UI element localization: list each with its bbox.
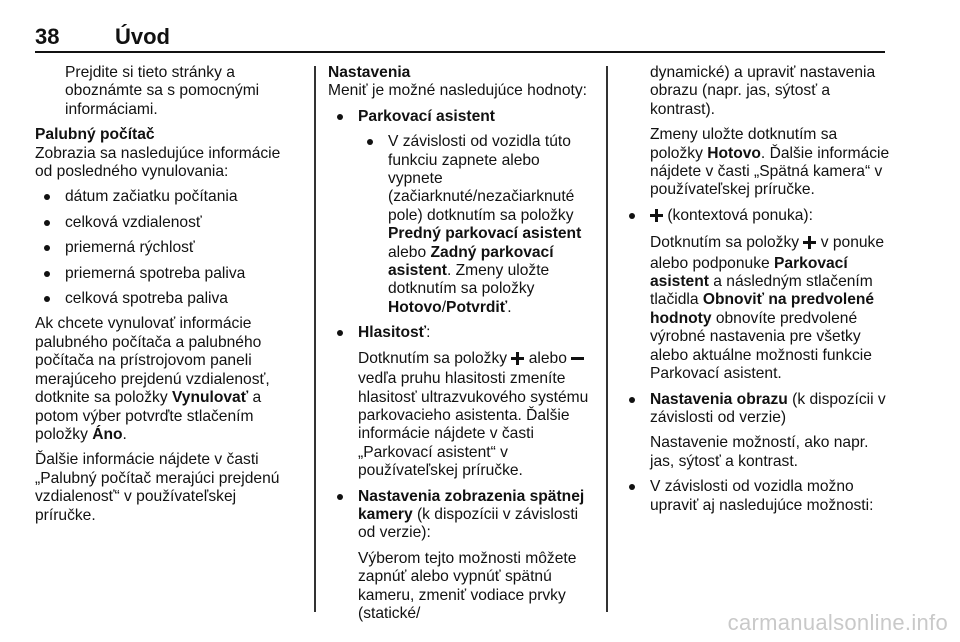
reset-term: Vynulovať <box>171 389 249 407</box>
section-heading-settings: Nastavenia <box>328 64 411 81</box>
camera-save-text: Zmeny uložte dotknutím sa položky Hotovo. Ďalšie informácie nájdete v časti „Spätná kamera“ v používateľskej príručke. <box>650 126 890 199</box>
chapter-title: Úvod <box>115 24 170 49</box>
image-settings-text: Nastavenie možností, ako napr. jas, sýtosť a kontrast. <box>650 434 869 470</box>
reset-text: Ak chcete vynulovať informácie palubného počítača a palubného počítača na prístrojovom paneli merajúceho prejdenú vzdialenosť, dotknite sa položky Vynulovať a potom výber potvrďte stlačením položky Áno. <box>35 315 270 443</box>
plus-icon <box>650 209 663 227</box>
column-divider-1 <box>314 66 316 612</box>
intro-text: Prejdite si tieto stránky a oboznámte sa s pomocnými informáciami. <box>65 64 260 118</box>
camera-text-cont: dynamické) a upraviť nastavenia obrazu (napr. jas, sýtosť a kontrast). <box>650 64 876 118</box>
column-1 <box>35 64 297 532</box>
context-menu-text: Dotknutím sa položky v ponuke alebo podponuke Parkovací asistent a následným stlačením tlačidla Obnoviť na predvolené hodnoty obnovíte predvolené výrobné nastavenia pre všetky alebo aktuálne možnosti funkcie Parkovací asistent. <box>650 234 885 383</box>
yes-term: Áno <box>92 425 123 443</box>
volume-title: Hlasitosť: <box>328 324 596 342</box>
volume-text: Dotknutím sa položky alebo vedľa pruhu hlasitosti zmeníte hlasitosť ultrazvukového systému parkovacieho asistenta. Ďalšie informácie nájdete v časti „Parkovací asistent“ v používateľskej príručke. <box>358 349 589 480</box>
context-menu-title: (kontextová ponuka): <box>620 207 892 227</box>
camera-title: Nastavenia zobrazenia spätnej kamery (k dispozícii v závislosti od verzie): <box>328 488 596 543</box>
list-item: celková spotreba paliva <box>35 290 297 308</box>
page-header <box>35 24 885 50</box>
trip-computer-desc: Zobrazia sa nasledujúce informácie od posledného vynulovania: <box>35 144 281 181</box>
column-divider-2 <box>606 66 608 612</box>
list-item: priemerná rýchlosť <box>35 239 297 257</box>
minus-icon <box>571 352 584 370</box>
park-assist-title: Parkovací asistent <box>328 108 596 126</box>
column-3 <box>620 64 892 522</box>
section-heading-trip-computer: Palubný počítač <box>35 126 155 144</box>
list-item: dátum začiatku počítania <box>35 188 297 206</box>
column-2 <box>328 64 596 630</box>
page-number: 38 <box>35 24 60 49</box>
header-rule <box>35 51 885 53</box>
list-item: priemerná spotreba paliva <box>35 265 297 283</box>
list-item: celková vzdialenosť <box>35 214 297 232</box>
park-assist-text: V závislosti od vozidla túto funkciu zapnete alebo vypnete (začiarknuté/nezačiarknuté pole) dotknutím sa položky Predný parkovací asistent alebo Zadný parkovací asistent. Zmeny uložte dotknutím sa položky Hotovo/Potvrdiť. <box>328 133 596 317</box>
camera-text: Výberom tejto možnosti môžete zapnúť alebo vypnúť spätnú kameru, zmeniť vodiace prvky (statické/ <box>358 549 577 622</box>
plus-icon <box>803 236 816 254</box>
last-item: V závislosti od vozidla možno upraviť aj nasledujúce možnosti: <box>620 478 892 515</box>
more-info-text: Ďalšie informácie nájdete v časti „Palubný počítač merajúci prejdenú vzdialenosť“ v používateľskej príručke. <box>35 451 280 524</box>
settings-desc: Meniť je možné nasledujúce hodnoty: <box>328 82 587 100</box>
image-settings-title: Nastavenia obrazu (k dispozícii v závislosti od verzie) <box>620 391 892 428</box>
plus-icon <box>511 352 524 370</box>
watermark: carmanualsonline.info <box>727 610 948 635</box>
